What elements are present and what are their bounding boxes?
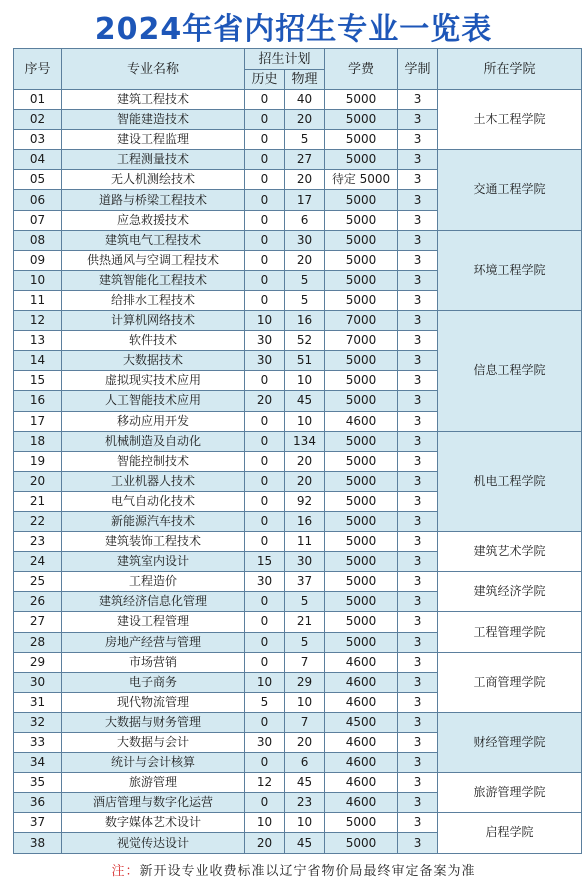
cell-physics: 5 bbox=[285, 290, 325, 310]
cell-no: 36 bbox=[14, 793, 62, 813]
cell-history: 20 bbox=[245, 833, 285, 853]
cell-physics: 23 bbox=[285, 793, 325, 813]
cell-no: 02 bbox=[14, 110, 62, 130]
cell-physics: 16 bbox=[285, 511, 325, 531]
cell-history: 0 bbox=[245, 592, 285, 612]
cell-no: 13 bbox=[14, 331, 62, 351]
cell-physics: 16 bbox=[285, 311, 325, 331]
cell-no: 14 bbox=[14, 351, 62, 371]
cell-fee: 4600 bbox=[325, 733, 398, 753]
cell-college: 机电工程学院 bbox=[438, 431, 582, 531]
cell-no: 37 bbox=[14, 813, 62, 833]
cell-physics: 11 bbox=[285, 532, 325, 552]
cell-physics: 21 bbox=[285, 612, 325, 632]
cell-fee: 4600 bbox=[325, 773, 398, 793]
cell-no: 26 bbox=[14, 592, 62, 612]
cell-major: 新能源汽车技术 bbox=[62, 511, 245, 531]
cell-major: 工程造价 bbox=[62, 572, 245, 592]
cell-major: 大数据技术 bbox=[62, 351, 245, 371]
cell-physics: 92 bbox=[285, 491, 325, 511]
cell-fee: 5000 bbox=[325, 552, 398, 572]
cell-fee: 5000 bbox=[325, 491, 398, 511]
cell-history: 0 bbox=[245, 170, 285, 190]
cell-physics: 6 bbox=[285, 210, 325, 230]
cell-major: 建设工程监理 bbox=[62, 130, 245, 150]
cell-no: 05 bbox=[14, 170, 62, 190]
cell-college: 旅游管理学院 bbox=[438, 773, 582, 813]
cell-no: 38 bbox=[14, 833, 62, 853]
cell-major: 移动应用开发 bbox=[62, 411, 245, 431]
cell-fee: 待定 5000 bbox=[325, 170, 398, 190]
table-header bbox=[14, 49, 582, 90]
cell-physics: 20 bbox=[285, 451, 325, 471]
table-row bbox=[14, 813, 582, 833]
cell-fee: 5000 bbox=[325, 833, 398, 853]
cell-college: 财经管理学院 bbox=[438, 712, 582, 772]
cell-fee: 5000 bbox=[325, 110, 398, 130]
cell-history: 0 bbox=[245, 632, 285, 652]
cell-years: 3 bbox=[398, 793, 438, 813]
cell-major: 视觉传达设计 bbox=[62, 833, 245, 853]
cell-years: 3 bbox=[398, 652, 438, 672]
cell-years: 3 bbox=[398, 712, 438, 732]
majors-table bbox=[13, 48, 582, 854]
cell-physics: 45 bbox=[285, 773, 325, 793]
cell-major: 房地产经营与管理 bbox=[62, 632, 245, 652]
cell-physics: 5 bbox=[285, 592, 325, 612]
cell-college: 启程学院 bbox=[438, 813, 582, 853]
cell-history: 0 bbox=[245, 451, 285, 471]
cell-history: 0 bbox=[245, 491, 285, 511]
cell-history: 0 bbox=[245, 532, 285, 552]
cell-physics: 5 bbox=[285, 270, 325, 290]
cell-major: 智能建造技术 bbox=[62, 110, 245, 130]
cell-fee: 5000 bbox=[325, 532, 398, 552]
header-major: 专业名称 bbox=[62, 49, 245, 90]
footnote bbox=[0, 860, 587, 879]
cell-major: 无人机测绘技术 bbox=[62, 170, 245, 190]
cell-fee: 5000 bbox=[325, 391, 398, 411]
cell-major: 旅游管理 bbox=[62, 773, 245, 793]
cell-years: 3 bbox=[398, 592, 438, 612]
cell-history: 10 bbox=[245, 311, 285, 331]
table-row bbox=[14, 712, 582, 732]
cell-fee: 5000 bbox=[325, 592, 398, 612]
cell-major: 建筑装饰工程技术 bbox=[62, 532, 245, 552]
cell-years: 3 bbox=[398, 270, 438, 290]
cell-major: 应急救援技术 bbox=[62, 210, 245, 230]
cell-history: 0 bbox=[245, 290, 285, 310]
cell-physics: 134 bbox=[285, 431, 325, 451]
cell-history: 0 bbox=[245, 250, 285, 270]
cell-years: 3 bbox=[398, 90, 438, 110]
cell-physics: 30 bbox=[285, 552, 325, 572]
cell-history: 30 bbox=[245, 331, 285, 351]
cell-no: 23 bbox=[14, 532, 62, 552]
cell-no: 11 bbox=[14, 290, 62, 310]
cell-no: 07 bbox=[14, 210, 62, 230]
cell-fee: 5000 bbox=[325, 632, 398, 652]
cell-fee: 5000 bbox=[325, 572, 398, 592]
cell-years: 3 bbox=[398, 753, 438, 773]
cell-years: 3 bbox=[398, 672, 438, 692]
cell-no: 18 bbox=[14, 431, 62, 451]
cell-years: 3 bbox=[398, 391, 438, 411]
cell-years: 3 bbox=[398, 170, 438, 190]
cell-fee: 5000 bbox=[325, 230, 398, 250]
cell-no: 03 bbox=[14, 130, 62, 150]
table-row bbox=[14, 150, 582, 170]
cell-years: 3 bbox=[398, 311, 438, 331]
cell-history: 0 bbox=[245, 150, 285, 170]
cell-fee: 4600 bbox=[325, 652, 398, 672]
cell-college: 工商管理学院 bbox=[438, 652, 582, 712]
footnote-text: 新开设专业收费标准以辽宁省物价局最终审定备案为准 bbox=[139, 864, 476, 879]
cell-college: 土木工程学院 bbox=[438, 90, 582, 150]
cell-physics: 6 bbox=[285, 753, 325, 773]
cell-fee: 5000 bbox=[325, 431, 398, 451]
cell-physics: 10 bbox=[285, 813, 325, 833]
table-row bbox=[14, 311, 582, 331]
cell-no: 25 bbox=[14, 572, 62, 592]
cell-history: 0 bbox=[245, 230, 285, 250]
cell-years: 3 bbox=[398, 572, 438, 592]
cell-major: 软件技术 bbox=[62, 331, 245, 351]
cell-history: 0 bbox=[245, 110, 285, 130]
cell-physics: 5 bbox=[285, 130, 325, 150]
cell-fee: 7000 bbox=[325, 331, 398, 351]
cell-college: 建筑艺术学院 bbox=[438, 532, 582, 572]
cell-history: 0 bbox=[245, 511, 285, 531]
cell-physics: 10 bbox=[285, 371, 325, 391]
cell-no: 29 bbox=[14, 652, 62, 672]
header-college: 所在学院 bbox=[438, 49, 582, 90]
cell-major: 机械制造及自动化 bbox=[62, 431, 245, 451]
cell-years: 3 bbox=[398, 451, 438, 471]
cell-no: 32 bbox=[14, 712, 62, 732]
cell-fee: 5000 bbox=[325, 813, 398, 833]
cell-years: 3 bbox=[398, 190, 438, 210]
cell-fee: 5000 bbox=[325, 250, 398, 270]
table-body bbox=[14, 90, 582, 854]
cell-no: 21 bbox=[14, 491, 62, 511]
cell-major: 工业机器人技术 bbox=[62, 471, 245, 491]
cell-years: 3 bbox=[398, 210, 438, 230]
cell-physics: 7 bbox=[285, 712, 325, 732]
table-row bbox=[14, 612, 582, 632]
cell-history: 0 bbox=[245, 471, 285, 491]
cell-fee: 4600 bbox=[325, 672, 398, 692]
cell-major: 建筑电气工程技术 bbox=[62, 230, 245, 250]
cell-major: 电气自动化技术 bbox=[62, 491, 245, 511]
cell-fee: 5000 bbox=[325, 351, 398, 371]
cell-fee: 5000 bbox=[325, 130, 398, 150]
cell-no: 30 bbox=[14, 672, 62, 692]
cell-years: 3 bbox=[398, 733, 438, 753]
cell-no: 15 bbox=[14, 371, 62, 391]
cell-history: 0 bbox=[245, 753, 285, 773]
cell-no: 34 bbox=[14, 753, 62, 773]
footnote-label: 注： bbox=[111, 864, 140, 879]
cell-major: 酒店管理与数字化运营 bbox=[62, 793, 245, 813]
cell-no: 01 bbox=[14, 90, 62, 110]
cell-history: 0 bbox=[245, 270, 285, 290]
page-title: 2024年省内招生专业一览表 bbox=[94, 12, 493, 47]
cell-major: 建筑室内设计 bbox=[62, 552, 245, 572]
cell-no: 09 bbox=[14, 250, 62, 270]
cell-major: 供热通风与空调工程技术 bbox=[62, 250, 245, 270]
cell-no: 06 bbox=[14, 190, 62, 210]
cell-history: 0 bbox=[245, 793, 285, 813]
cell-fee: 5000 bbox=[325, 190, 398, 210]
cell-history: 0 bbox=[245, 431, 285, 451]
cell-history: 15 bbox=[245, 552, 285, 572]
cell-physics: 20 bbox=[285, 170, 325, 190]
cell-no: 04 bbox=[14, 150, 62, 170]
cell-years: 3 bbox=[398, 471, 438, 491]
cell-history: 0 bbox=[245, 130, 285, 150]
cell-no: 33 bbox=[14, 733, 62, 753]
table-row bbox=[14, 532, 582, 552]
cell-years: 3 bbox=[398, 431, 438, 451]
cell-major: 市场营销 bbox=[62, 652, 245, 672]
header-physics: 物理 bbox=[285, 70, 325, 90]
cell-physics: 45 bbox=[285, 391, 325, 411]
cell-years: 3 bbox=[398, 813, 438, 833]
cell-physics: 10 bbox=[285, 692, 325, 712]
cell-major: 统计与会计核算 bbox=[62, 753, 245, 773]
cell-history: 12 bbox=[245, 773, 285, 793]
cell-no: 24 bbox=[14, 552, 62, 572]
cell-history: 0 bbox=[245, 371, 285, 391]
cell-years: 3 bbox=[398, 130, 438, 150]
cell-college: 建筑经济学院 bbox=[438, 572, 582, 612]
cell-no: 31 bbox=[14, 692, 62, 712]
cell-fee: 5000 bbox=[325, 150, 398, 170]
cell-major: 建筑工程技术 bbox=[62, 90, 245, 110]
cell-no: 12 bbox=[14, 311, 62, 331]
table-row bbox=[14, 90, 582, 110]
table-row bbox=[14, 572, 582, 592]
cell-physics: 10 bbox=[285, 411, 325, 431]
cell-history: 30 bbox=[245, 733, 285, 753]
cell-college: 信息工程学院 bbox=[438, 311, 582, 432]
table-row bbox=[14, 230, 582, 250]
header-years: 学制 bbox=[398, 49, 438, 90]
cell-history: 30 bbox=[245, 351, 285, 371]
cell-years: 3 bbox=[398, 833, 438, 853]
table-row bbox=[14, 773, 582, 793]
cell-major: 现代物流管理 bbox=[62, 692, 245, 712]
cell-no: 08 bbox=[14, 230, 62, 250]
cell-major: 大数据与财务管理 bbox=[62, 712, 245, 732]
cell-physics: 51 bbox=[285, 351, 325, 371]
cell-fee: 5000 bbox=[325, 612, 398, 632]
cell-fee: 5000 bbox=[325, 471, 398, 491]
cell-major: 电子商务 bbox=[62, 672, 245, 692]
cell-no: 28 bbox=[14, 632, 62, 652]
cell-years: 3 bbox=[398, 632, 438, 652]
cell-no: 10 bbox=[14, 270, 62, 290]
cell-physics: 20 bbox=[285, 471, 325, 491]
cell-physics: 40 bbox=[285, 90, 325, 110]
cell-physics: 27 bbox=[285, 150, 325, 170]
cell-major: 智能控制技术 bbox=[62, 451, 245, 471]
cell-physics: 5 bbox=[285, 632, 325, 652]
cell-fee: 4500 bbox=[325, 712, 398, 732]
cell-no: 22 bbox=[14, 511, 62, 531]
cell-fee: 4600 bbox=[325, 793, 398, 813]
cell-history: 30 bbox=[245, 572, 285, 592]
cell-fee: 5000 bbox=[325, 270, 398, 290]
cell-major: 大数据与会计 bbox=[62, 733, 245, 753]
cell-no: 27 bbox=[14, 612, 62, 632]
cell-college: 交通工程学院 bbox=[438, 150, 582, 230]
cell-years: 3 bbox=[398, 411, 438, 431]
cell-history: 5 bbox=[245, 692, 285, 712]
cell-major: 数字媒体艺术设计 bbox=[62, 813, 245, 833]
cell-no: 20 bbox=[14, 471, 62, 491]
cell-physics: 29 bbox=[285, 672, 325, 692]
cell-fee: 5000 bbox=[325, 90, 398, 110]
cell-history: 10 bbox=[245, 672, 285, 692]
cell-years: 3 bbox=[398, 552, 438, 572]
cell-fee: 5000 bbox=[325, 210, 398, 230]
cell-major: 建筑智能化工程技术 bbox=[62, 270, 245, 290]
cell-major: 人工智能技术应用 bbox=[62, 391, 245, 411]
cell-major: 建设工程管理 bbox=[62, 612, 245, 632]
cell-major: 建筑经济信息化管理 bbox=[62, 592, 245, 612]
cell-fee: 4600 bbox=[325, 753, 398, 773]
cell-years: 3 bbox=[398, 250, 438, 270]
cell-college: 环境工程学院 bbox=[438, 230, 582, 310]
cell-years: 3 bbox=[398, 230, 438, 250]
cell-college: 工程管理学院 bbox=[438, 612, 582, 652]
header-plan: 招生计划 bbox=[245, 49, 325, 70]
cell-years: 3 bbox=[398, 110, 438, 130]
cell-fee: 5000 bbox=[325, 511, 398, 531]
cell-years: 3 bbox=[398, 491, 438, 511]
cell-physics: 20 bbox=[285, 250, 325, 270]
cell-fee: 5000 bbox=[325, 371, 398, 391]
header-history: 历史 bbox=[245, 70, 285, 90]
cell-no: 35 bbox=[14, 773, 62, 793]
cell-physics: 52 bbox=[285, 331, 325, 351]
cell-major: 虚拟现实技术应用 bbox=[62, 371, 245, 391]
cell-physics: 37 bbox=[285, 572, 325, 592]
cell-physics: 20 bbox=[285, 733, 325, 753]
cell-history: 0 bbox=[245, 90, 285, 110]
cell-physics: 30 bbox=[285, 230, 325, 250]
cell-years: 3 bbox=[398, 532, 438, 552]
cell-fee: 5000 bbox=[325, 451, 398, 471]
cell-physics: 45 bbox=[285, 833, 325, 853]
cell-history: 20 bbox=[245, 391, 285, 411]
cell-history: 0 bbox=[245, 712, 285, 732]
cell-years: 3 bbox=[398, 511, 438, 531]
cell-major: 道路与桥梁工程技术 bbox=[62, 190, 245, 210]
cell-physics: 20 bbox=[285, 110, 325, 130]
table-row bbox=[14, 431, 582, 451]
cell-major: 给排水工程技术 bbox=[62, 290, 245, 310]
cell-history: 0 bbox=[245, 652, 285, 672]
header-no: 序号 bbox=[14, 49, 62, 90]
cell-years: 3 bbox=[398, 351, 438, 371]
cell-fee: 5000 bbox=[325, 290, 398, 310]
cell-physics: 7 bbox=[285, 652, 325, 672]
cell-no: 16 bbox=[14, 391, 62, 411]
cell-history: 0 bbox=[245, 210, 285, 230]
cell-history: 0 bbox=[245, 411, 285, 431]
cell-years: 3 bbox=[398, 150, 438, 170]
cell-years: 3 bbox=[398, 692, 438, 712]
cell-years: 3 bbox=[398, 331, 438, 351]
cell-fee: 7000 bbox=[325, 311, 398, 331]
cell-no: 17 bbox=[14, 411, 62, 431]
cell-major: 工程测量技术 bbox=[62, 150, 245, 170]
cell-years: 3 bbox=[398, 290, 438, 310]
cell-history: 0 bbox=[245, 190, 285, 210]
cell-history: 0 bbox=[245, 612, 285, 632]
cell-years: 3 bbox=[398, 612, 438, 632]
cell-major: 计算机网络技术 bbox=[62, 311, 245, 331]
cell-years: 3 bbox=[398, 371, 438, 391]
header-fee: 学费 bbox=[325, 49, 398, 90]
cell-fee: 4600 bbox=[325, 692, 398, 712]
table-row bbox=[14, 652, 582, 672]
cell-history: 10 bbox=[245, 813, 285, 833]
cell-no: 19 bbox=[14, 451, 62, 471]
cell-fee: 4600 bbox=[325, 411, 398, 431]
cell-physics: 17 bbox=[285, 190, 325, 210]
cell-years: 3 bbox=[398, 773, 438, 793]
